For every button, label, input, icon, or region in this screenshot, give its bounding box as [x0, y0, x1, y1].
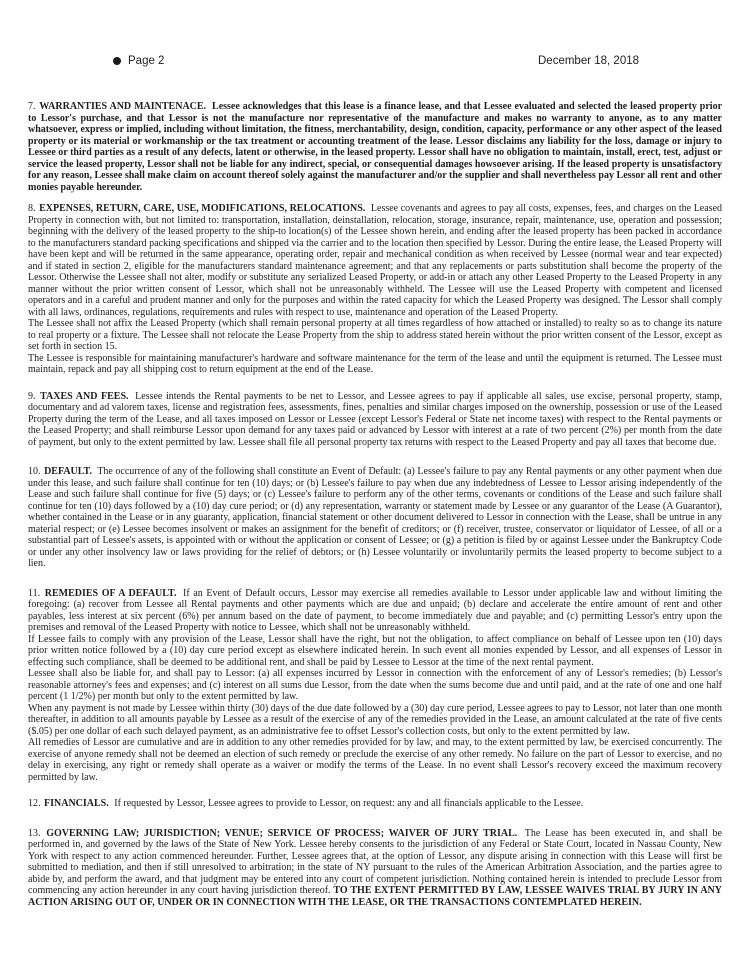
document-date: December 18, 2018	[538, 55, 640, 67]
page-number-label: Page 2	[128, 55, 165, 67]
section-heading: DEFAULT.	[44, 466, 92, 477]
section-paragraph	[28, 203, 722, 318]
section-number: 11.	[28, 587, 41, 599]
section-default	[28, 466, 722, 570]
section-paragraph	[28, 588, 722, 634]
section-paragraph	[28, 798, 722, 810]
section-warranties	[28, 101, 722, 193]
jury-waiver-bold-text: TO THE EXTENT PERMITTED BY LAW, LESSEE WAIVES TRIAL BY JURY IN ANY ACTION ARISING OUT OF, UNDER OR IN CONNECTION WITH THE LEASE, OR THE TRANSACTIONS CONTEMPLATED HEREIN.	[28, 885, 722, 908]
section-paragraph	[28, 391, 722, 449]
section-paragraph	[28, 634, 722, 669]
section-paragraph	[28, 318, 722, 353]
section-number: 8.	[28, 203, 36, 214]
section-number: 9.	[28, 390, 36, 402]
section-paragraph	[28, 828, 722, 909]
section-heading: WARRANTIES AND MAINTENACE.	[39, 101, 207, 112]
section-heading: FINANCIALS.	[44, 798, 109, 809]
section-text: Lessee acknowledges that this lease is a finance lease, and that Lessee evaluated and selected the leased property prior to Lessor's purchase, and that Lessor is not the manufacture nor representative of the manufacture and makes no warranty to anyone, as to any matter whatsoever, express or implied, including without limitation, the fitness, merchantability, design, condition, capacity, performance or any other aspect of the leased property or its material or workmanship or the tax treatment or accounting treatment of the lease. Lessor disclaims any liability for the loss, damage or injury to Lessee or third parties as a result of any defects, latent or otherwise, in the leased property. Lessor shall have no obligation to maintain, install, erect, test, adjust or service the leased property, Lessor shall not be liable for any indirect, special, or consequential damages howsoever arising. If the leased property is unsatisfactory for any reason, Lessee shall make claim on account thereof solely against the manufacturer and/or the supplier and shall nevertheless pay Lessor all rent and other monies payable hereunder.	[28, 101, 723, 193]
section-text: When any payment is not made by Lessee within thirty (30) days of the due date followed by a (30) day cure period, Lessee agrees to pay to Lessor, not later than one month thereafter, in addition to all amounts payable by Lessee as a result of the exercise of any of the remedies provided in the Lease, an amount calculated at the rate of five cents ($.05) per one dollar of each such delayed payment, as an administrative fee to offset Lessor's collection costs, but only to the extent permitted by law.	[28, 702, 722, 737]
section-text: The Lease has been executed in, and shall be performed in, and governed by the laws of the State of New York. Lessee hereby consents to the jurisdiction of any Federal or State Court, located in Nassau County, New York with respect to any action commenced hereunder. Further, Lessee agrees that, at the option of Lessor, any dispute arising in connection with this Lease will first be submitted to mediation, and then if still unresolved to arbitration; in the state of NY pursuant to the rules of the American Arbitration Association, and the parties agree to abide by, and perform the award, and that judgment may be entered into any court of competent jurisdiction. Nothing contained herein is intended to preclude Lessor from commencing any action hereunder in any court having jurisdiction thereof.	[28, 827, 722, 896]
section-paragraph	[28, 737, 722, 783]
page-number-header	[113, 55, 164, 67]
section-financials	[28, 798, 722, 810]
section-text: The Lessee is responsible for maintaining manufacturer's hardware and software maintenance for the term of the lease and until the equipment is returned. The Lessee must maintain, repack and pay all shipping cost to return equipment at the end of the Lease.	[28, 352, 722, 375]
section-text: Lessee covenants and agrees to pay all costs, expenses, fees, and charges on the Leased Property in connection with, but not limited to: transportation, installation, deinstallation, relocation, storage, insurance, repair, maintenance, use, operation and possession; beginning with the delivery of the leased property to the ship-to location(s) of the Lessee shown herein, and ending after the leased property has been packed in accordance to the manufacturers standard packing specifications and shipped via the carrier and to the location then specified by Lessor. During the entire lease, the Leased Property will have been kept and will be returned in the same appearance, operating order, repair and mechanical condition as when received by Lessee (normal wear and tear expected) and if stated in section 2, eligible for the manufacturers standard maintenance agreement; and that any replacements or parts substitution shall become the property of the Lessor. Otherwise the Lessee shall not alter, modify or substitute any serialized Leased Property, or add-in or attach any other Leased Property to the Leased Property in any manner without the prior written consent of Lessor, which shall not be unreasonably withheld. The Lessee will use the Leased Property with competent and licensed operators and in a careful and prudent manner and only for the purposes and within the rated capacity for which the Leased Property was designed. The Lessor shall comply with all laws, ordinances, regulations, requirements and rules with respect to use, maintenance and operation of the Leased Property.	[28, 203, 723, 318]
section-text: If an Event of Default occurs, Lessor may exercise all remedies available to Lessor under applicable law and without limiting the foregoing: (a) recover from Lessee all Rental payments and other payments which are due and unpaid; (b) declare and accelerate the entire amount of rent and other payables, less interest at six percent (6%) per annum based on the date of payment, to become immediately due and payable; and (c) permitting Lessor's entry upon the premises and removal of the Leased Property with notice to Lessee, which shall not be unreasonably withheld.	[28, 587, 722, 633]
section-paragraph	[28, 703, 722, 738]
section-remedies	[28, 588, 722, 784]
document-body	[28, 101, 722, 908]
section-text: Lessee shall also be liable for, and shall pay to Lessor: (a) all expenses incurred by Lessor in connection with the enforcement of any of Lessor's remedies; (b) Lessor's reasonable attorney's fees and expenses; and (c) interest on all sums due Lessor, from the date when the sums become due and until paid, and at the rate of one and one half percent (1 1/2%) per month but only to the extent permitted by law.	[28, 668, 722, 702]
section-paragraph	[28, 353, 722, 376]
section-heading: REMEDIES OF A DEFAULT.	[44, 587, 177, 599]
section-text: If Lessee fails to comply with any provision of the Lease, Lessor shall have the right, but not the obligation, to affect compliance on behalf of Lessee upon ten (10) days prior written notice followed by a (10) day cure period except as elsewhere indicated herein. In such event all monies expended by Lessor, and all expenses of Lessor in effecting such compliance, shall be deemed to be additional rent, and shall be paid by Lessee to Lessor at the time of the next rental payment.	[28, 633, 722, 668]
bullet-icon	[113, 57, 121, 65]
section-expenses	[28, 203, 722, 376]
section-paragraph	[28, 101, 722, 193]
section-text: If requested by Lessor, Lessee agrees to provide to Lessor, on request: any and all financials applicable to the Lessee.	[114, 798, 584, 809]
section-number: 12.	[28, 798, 41, 809]
section-heading: TAXES AND FEES.	[40, 390, 129, 402]
section-heading: EXPENSES, RETURN, CARE, USE, MODIFICATIONS, RELOCATIONS.	[39, 203, 366, 214]
section-governing-law	[28, 828, 722, 909]
section-text: The occurrence of any of the following shall constitute an Event of Default: (a) Lessee's failure to pay any Rental payments or any other payment when due under this lease, and such failure shall continue for ten (10) days; or (b) Lessee's failure to pay when due any indebtedness of Lessee to Lessor arising independently of the Lease and such failure shall continue for five (5) days; or (c) Lessee's failure to perform any of the other terms, covenants or conditions of the Lease and such failure shall continue for ten (10) days followed by a (10) day cure period; or (d) any representation, warranty or statement made by Lessee or any guarantor of the Lease (A Guarantor), whether contained in the Lease or in any guaranty, application, financial statement or other document delivered to Lessor in connection with the Lease, shall be untrue in any material respect; or (e) Lessee becomes insolvent or makes an assignment for the benefit of creditors; or (f) receiver, trustee, conservator or liquidator of Lessee, of all or a substantial part of Lessee's assets, is appointed with or without the application or consent of Lessee; or (g) a petition is filed by or against Lessee under the Bankruptcy Code or under any other insolvency law or laws providing for the relief of debtors; or (h) Lessee voluntarily or involuntarily permits the leased property to become subject to a lien.	[28, 466, 722, 569]
section-text: All remedies of Lessor are cumulative and are in addition to any other remedies provided for by law, and may, to the extent permitted by law, be exercised concurrently. The exercise of anyone remedy shall not be deemed an election of such remedy or preclude the exercise of any other remedy. No failure on the part of Lessor to exercise, and no delay in exercising, any right or remedy shall operate as a waiver or modify the terms of the Lease. In no event shall Lessor's recovery exceed the maximum recovery permitted by law.	[28, 737, 722, 783]
section-paragraph	[28, 466, 722, 570]
section-paragraph	[28, 668, 722, 703]
section-heading: GOVERNING LAW; JURISDICTION; VENUE; SERVICE OF PROCESS; WAIVER OF JURY TRIAL.	[46, 827, 518, 839]
section-number: 7.	[28, 101, 36, 112]
section-number: 13.	[28, 827, 41, 839]
section-number: 10.	[28, 466, 41, 477]
section-text: Lessee intends the Rental payments to be net to Lessor, and Lessee agrees to pay if applicable all sales, use excise, personal property, stamp, documentary and ad valorem taxes, license and registration fees, assessments, fines, penalties and similar charges imposed on the ownership, possession or use of the Leased Property during the term of the Lease, and all taxes imposed on Lessor or Lessee (except Lessor's Federal or State net income taxes) with respect to the Rental payments or the Leased Property; and shall reimburse Lessor upon demand for any taxes paid or advanced by Lessor with interest at a rate of two percent (2%) per month from the date of payment, but only to the extent permitted by law. Lessee shall file all personal property tax returns with respect to the Leased Property and pay all taxes that become due.	[28, 390, 723, 448]
section-text: The Lessee shall not affix the Leased Property (which shall remain personal property at all times regardless of how attached or installed) to realty so as to change its nature to real property or a fixture. The Lessee shall not relocate the Lease Property from the ship to address stated herein without the prior written consent of the Lessor, except as set forth in section 15.	[28, 318, 722, 352]
section-taxes	[28, 391, 722, 449]
